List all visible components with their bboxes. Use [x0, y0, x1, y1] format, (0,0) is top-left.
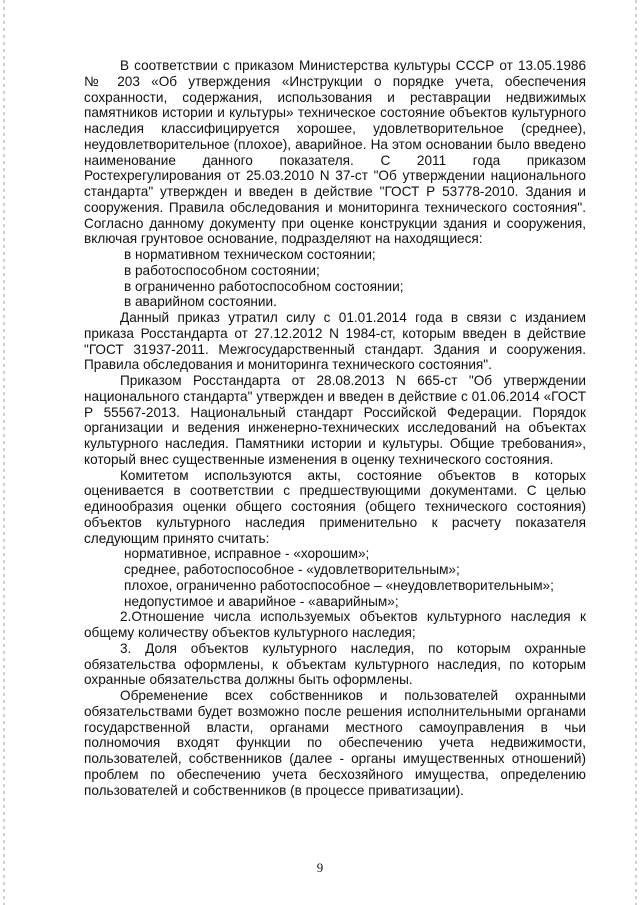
paragraph-indicator-2: 2.Отношение числа используемых объектов культурного наследия к общему количеству объектов культурного наследия;: [84, 609, 586, 640]
paragraph-indicator-3: 3. Доля объектов культурного наследия, по которым охранные обязательства оформлены, к объектам культурного наследия, по которым охранные обязательства должны быть оформлены.: [84, 640, 586, 688]
list-item: в ограниченно работоспособном состоянии;: [124, 278, 404, 294]
mapping-list: [84, 546, 586, 609]
paragraph-classification: В соответствии с приказом Министерства культуры СССР от 13.05.1986 № 203 «Об утверждения «Инструкции о порядке учета, обеспечения сохранности, содержания, использования и реставрации недвижимых памятников истории и культуры» техническое состояние объектов культурного наследия классифицируется хорошее, удовлетворительное (среднее), неудовлетворительное (плохое), аварийное. На этом основании было введено наименование данного показателя. С 2011 года приказом Ростехрегулирования от 25.03.2010 N 37-ст "Об утверждении национального стандарта" утвержден и введен в действие "ГОСТ Р 53778-2010. Здания и сооружения. Правила обследования и мониторинга технического состояния". Согласно данному документу при оценке конструкции здания и сооружения, включая грунтовое основание, подразделяют на находящиеся:: [84, 58, 586, 247]
list-item: нормативное, исправное - «хорошим»;: [124, 546, 370, 562]
document-body: [84, 58, 586, 798]
paragraph-encumbrance: Обременение всех собственников и пользователей охранными обязательствами будет возможно после решения исполнительными органами государственной власти, органами местного самоуправления в чьи полномочия входят функции по обеспечению учета недвижимости, пользователей, собственников (далее - органы имущественных отношений) проблем по обеспечению учета бесхозяйного имущества, определению пользователей и собственников (в процессе приватизации).: [84, 688, 586, 798]
scan-edge-right: [635, 0, 637, 905]
scan-edge-left: [3, 0, 5, 905]
list-item: в аварийном состоянии.: [124, 294, 277, 310]
list-item: в работоспособном состоянии;: [124, 262, 320, 278]
list-item: недопустимое и аварийное - «аварийным»;: [124, 593, 399, 609]
paragraph-committee-acts: Комитетом используются акты, состояние объектов в которых оценивается в соответствии с предшествующими документами. С целью единообразия оценки общего состояния (общего технического состояния) объектов культурного наследия применительно к расчету показателя следующим принято считать:: [84, 467, 586, 546]
list-item: среднее, работоспособное - «удовлетворительным»;: [124, 562, 460, 577]
paragraph-order-expired: Данный приказ утратил силу с 01.01.2014 года в связи с изданием приказа Росстандарта от 27.12.2012 N 1984-ст, которым введен в действие "ГОСТ 31937-2011. Межгосударственный стандарт. Здания и сооружения. Правила обследования и мониторинга технического состояния".: [84, 310, 586, 373]
list-item: плохое, ограниченно работоспособное – «неудовлетворительным»;: [124, 577, 554, 593]
list-item: в нормативном техническом состоянии;: [124, 247, 376, 262]
state-list: [84, 247, 586, 310]
paragraph-gost-55567: Приказом Росстандарта от 28.08.2013 N 665-ст "Об утверждении национального стандарта" утвержден и введен в действие с 01.06.2014 «ГОСТ Р 55567-2013. Национальный стандарт Российской Федерации. Порядок организации и ведения инженерно-технических исследований на объектах культурного наследия. Памятники истории и культуры. Общие требования», который внес существенные изменения в оценку технического состояния.: [84, 373, 586, 467]
page-number: 9: [316, 860, 324, 875]
